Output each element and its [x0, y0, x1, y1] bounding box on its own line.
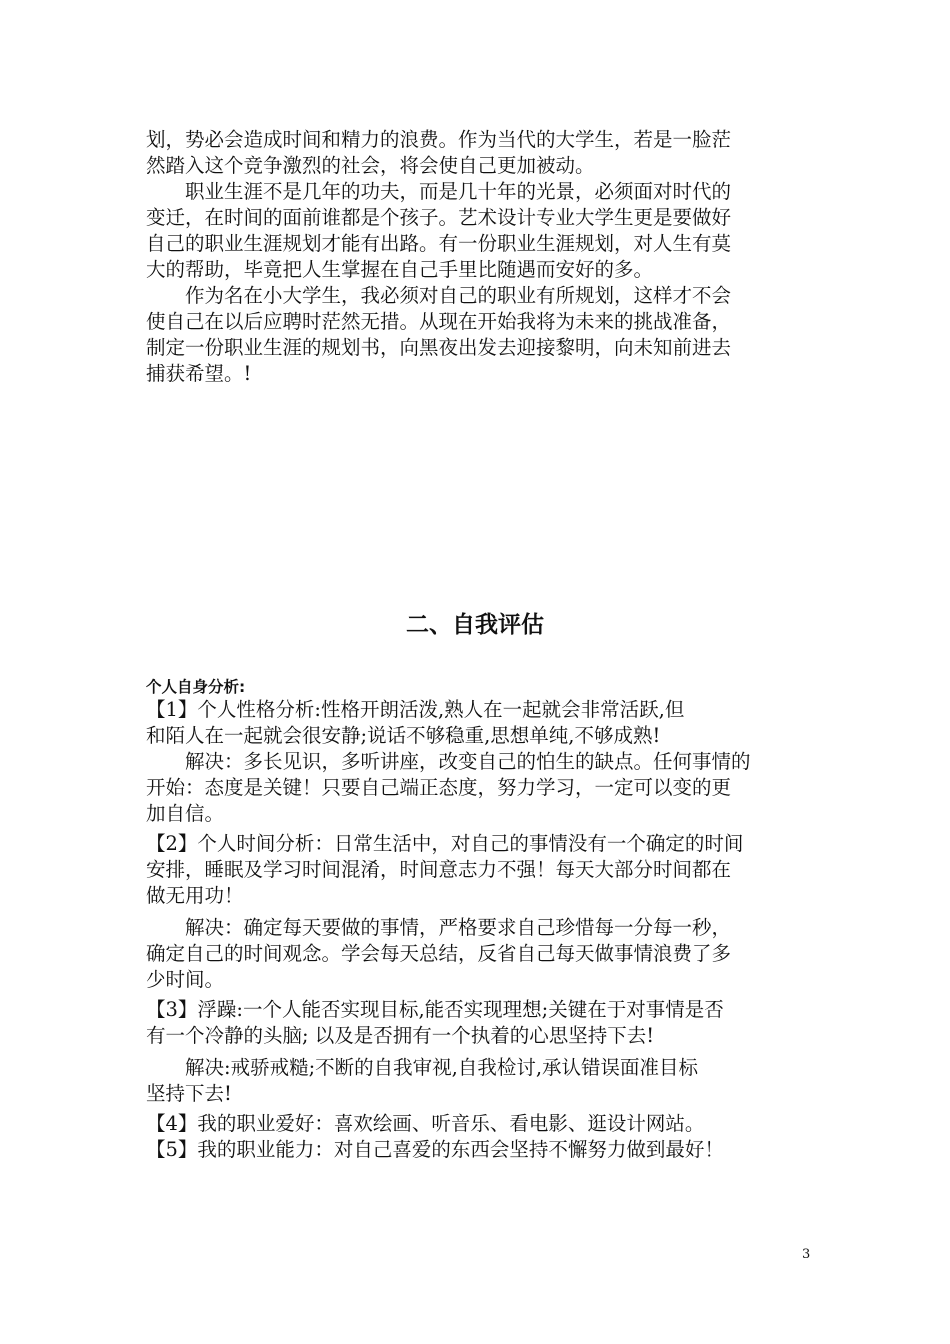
intro-line: 捕获希望。!: [146, 362, 252, 385]
body-line: 有一个冷静的头脑; 以及是否拥有一个执着的心思坚持下去!: [146, 1024, 655, 1047]
body-line: 开始：态度是关键！只要自己端正态度，努力学习，一定可以变的更: [146, 776, 732, 799]
intro-line: 变迁，在时间的面前谁都是个孩子。艺术设计专业大学生更是要做好: [146, 206, 732, 229]
intro-line: 使自己在以后应聘时茫然无措。从现在开始我将为未来的挑战准备，: [146, 310, 732, 333]
page-number: 3: [802, 1247, 811, 1262]
intro-line: 自己的职业生涯规划才能有出路。有一份职业生涯规划，对人生有莫: [146, 232, 732, 255]
intro-line: 制定一份职业生涯的规划书，向黑夜出发去迎接黎明，向未知前进去: [146, 336, 732, 359]
body-line: 少时间。: [146, 968, 225, 991]
body-line: 【3】浮躁:一个人能否实现目标,能否实现理想;关键在于对事情是否: [146, 998, 724, 1021]
body-line: 加自信。: [146, 802, 225, 825]
body-line: 解决：确定每天要做的事情，严格要求自己珍惜每一分每一秒，: [146, 916, 732, 939]
section-heading: 二、自我评估: [406, 612, 544, 638]
body-line: 【2】个人时间分析：日常生活中，对自己的事情没有一个确定的时间: [146, 832, 744, 855]
intro-line: 作为名在小大学生，我必须对自己的职业有所规划，这样才不会: [146, 284, 732, 307]
body-line: 【5】我的职业能力：对自己喜爱的东西会坚持不懈努力做到最好！: [146, 1138, 724, 1161]
intro-line: 职业生涯不是几年的功夫，而是几十年的光景，必须面对时代的: [146, 180, 732, 203]
body-line: 解决：多长见识，多听讲座，改变自己的怕生的缺点。任何事情的: [146, 750, 751, 773]
body-line: 【1】个人性格分析:性格开朗活泼,熟人在一起就会非常活跃,但: [146, 698, 685, 721]
intro-line: 大的帮助，毕竟把人生掌握在自己手里比随遇而安好的多。: [146, 258, 654, 281]
body-line: 和陌人在一起就会很安静;说话不够稳重,思想单纯,不够成熟!: [146, 724, 661, 747]
body-line: 安排，睡眠及学习时间混淆，时间意志力不强！每天大部分时间都在: [146, 858, 732, 881]
section-subheading: 个人自身分析:: [146, 678, 246, 696]
body-line: 坚持下去!: [146, 1082, 232, 1105]
body-line: 做无用功！: [146, 884, 244, 907]
intro-line: 然踏入这个竞争激烈的社会，将会使自己更加被动。: [146, 154, 595, 177]
body-line: 解决:戒骄戒糙;不断的自我审视,自我检讨,承认错误面准目标: [146, 1056, 699, 1079]
body-line: 【4】我的职业爱好：喜欢绘画、听音乐、看电影、逛设计网站。: [146, 1112, 705, 1135]
body-line: 确定自己的时间观念。学会每天总结，反省自己每天做事情浪费了多: [146, 942, 732, 965]
intro-line: 划，势必会造成时间和精力的浪费。作为当代的大学生，若是一脸茫: [146, 128, 732, 151]
